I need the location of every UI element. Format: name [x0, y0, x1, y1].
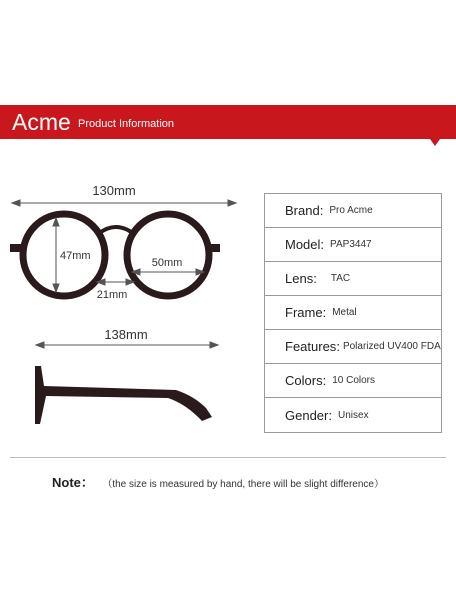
note-text: （the size is measured by hand, there will be slight difference）: [102, 479, 384, 490]
bridge: [98, 227, 134, 234]
spec-separator: :: [320, 237, 325, 252]
spec-label: Gender: [285, 407, 329, 423]
temple-arm: [35, 366, 212, 424]
spec-row-gender: [265, 398, 441, 432]
spec-value: 10 Colors: [332, 375, 376, 386]
lens-height-arrow: [53, 218, 59, 292]
spec-value: Pro Acme: [329, 205, 373, 216]
lens-height-label: 47mm: [60, 250, 91, 262]
temple-length-label: 138mm: [104, 327, 148, 342]
spec-table: [264, 193, 442, 433]
note: [52, 472, 384, 492]
brand-name: Acme: [12, 109, 71, 135]
spec-separator: :: [322, 373, 327, 388]
spec-value: TAC: [330, 273, 351, 284]
lens-width-arrow: [132, 269, 204, 275]
total-width-arrow: [12, 200, 236, 206]
spec-label: Model: [285, 237, 321, 252]
spec-value: Polarized UV400 FDA: [342, 341, 441, 352]
divider: [10, 457, 446, 458]
note-label: Note：: [52, 475, 94, 490]
bridge-width-label: 21mm: [96, 289, 128, 301]
spec-value: PAP3447: [330, 239, 372, 250]
spec-label: Lens: [285, 271, 314, 286]
spec-row-lens: [265, 262, 441, 296]
spec-separator: :: [328, 407, 332, 423]
total-width-label: 130mm: [92, 183, 136, 198]
header-tab-marker: [430, 139, 440, 146]
spec-label: Colors: [285, 373, 323, 388]
spec-separator: :: [322, 305, 327, 320]
lens-width-label: 50mm: [151, 257, 183, 269]
spec-separator: :: [336, 339, 340, 354]
spec-label: Brand: [285, 203, 320, 218]
spec-row-brand: [265, 194, 441, 228]
glasses-dimension-diagram: [0, 0, 260, 440]
spec-row-model: [265, 228, 441, 262]
spec-row-frame: [265, 296, 441, 330]
spec-row-features: [265, 330, 441, 364]
right-lens: [127, 214, 209, 296]
spec-separator: :: [319, 203, 324, 218]
spec-label: Frame: [285, 305, 323, 320]
spec-value: Unisex: [338, 409, 369, 421]
bridge-width-arrow: [97, 279, 134, 285]
temple-length-arrow: [36, 342, 218, 348]
spec-separator: :: [313, 271, 317, 286]
spec-row-colors: [265, 364, 441, 398]
spec-value: Metal: [332, 307, 357, 318]
front-frame: [10, 214, 220, 296]
header-subtitle: Product Information: [78, 118, 174, 130]
spec-label: Features: [285, 339, 337, 354]
